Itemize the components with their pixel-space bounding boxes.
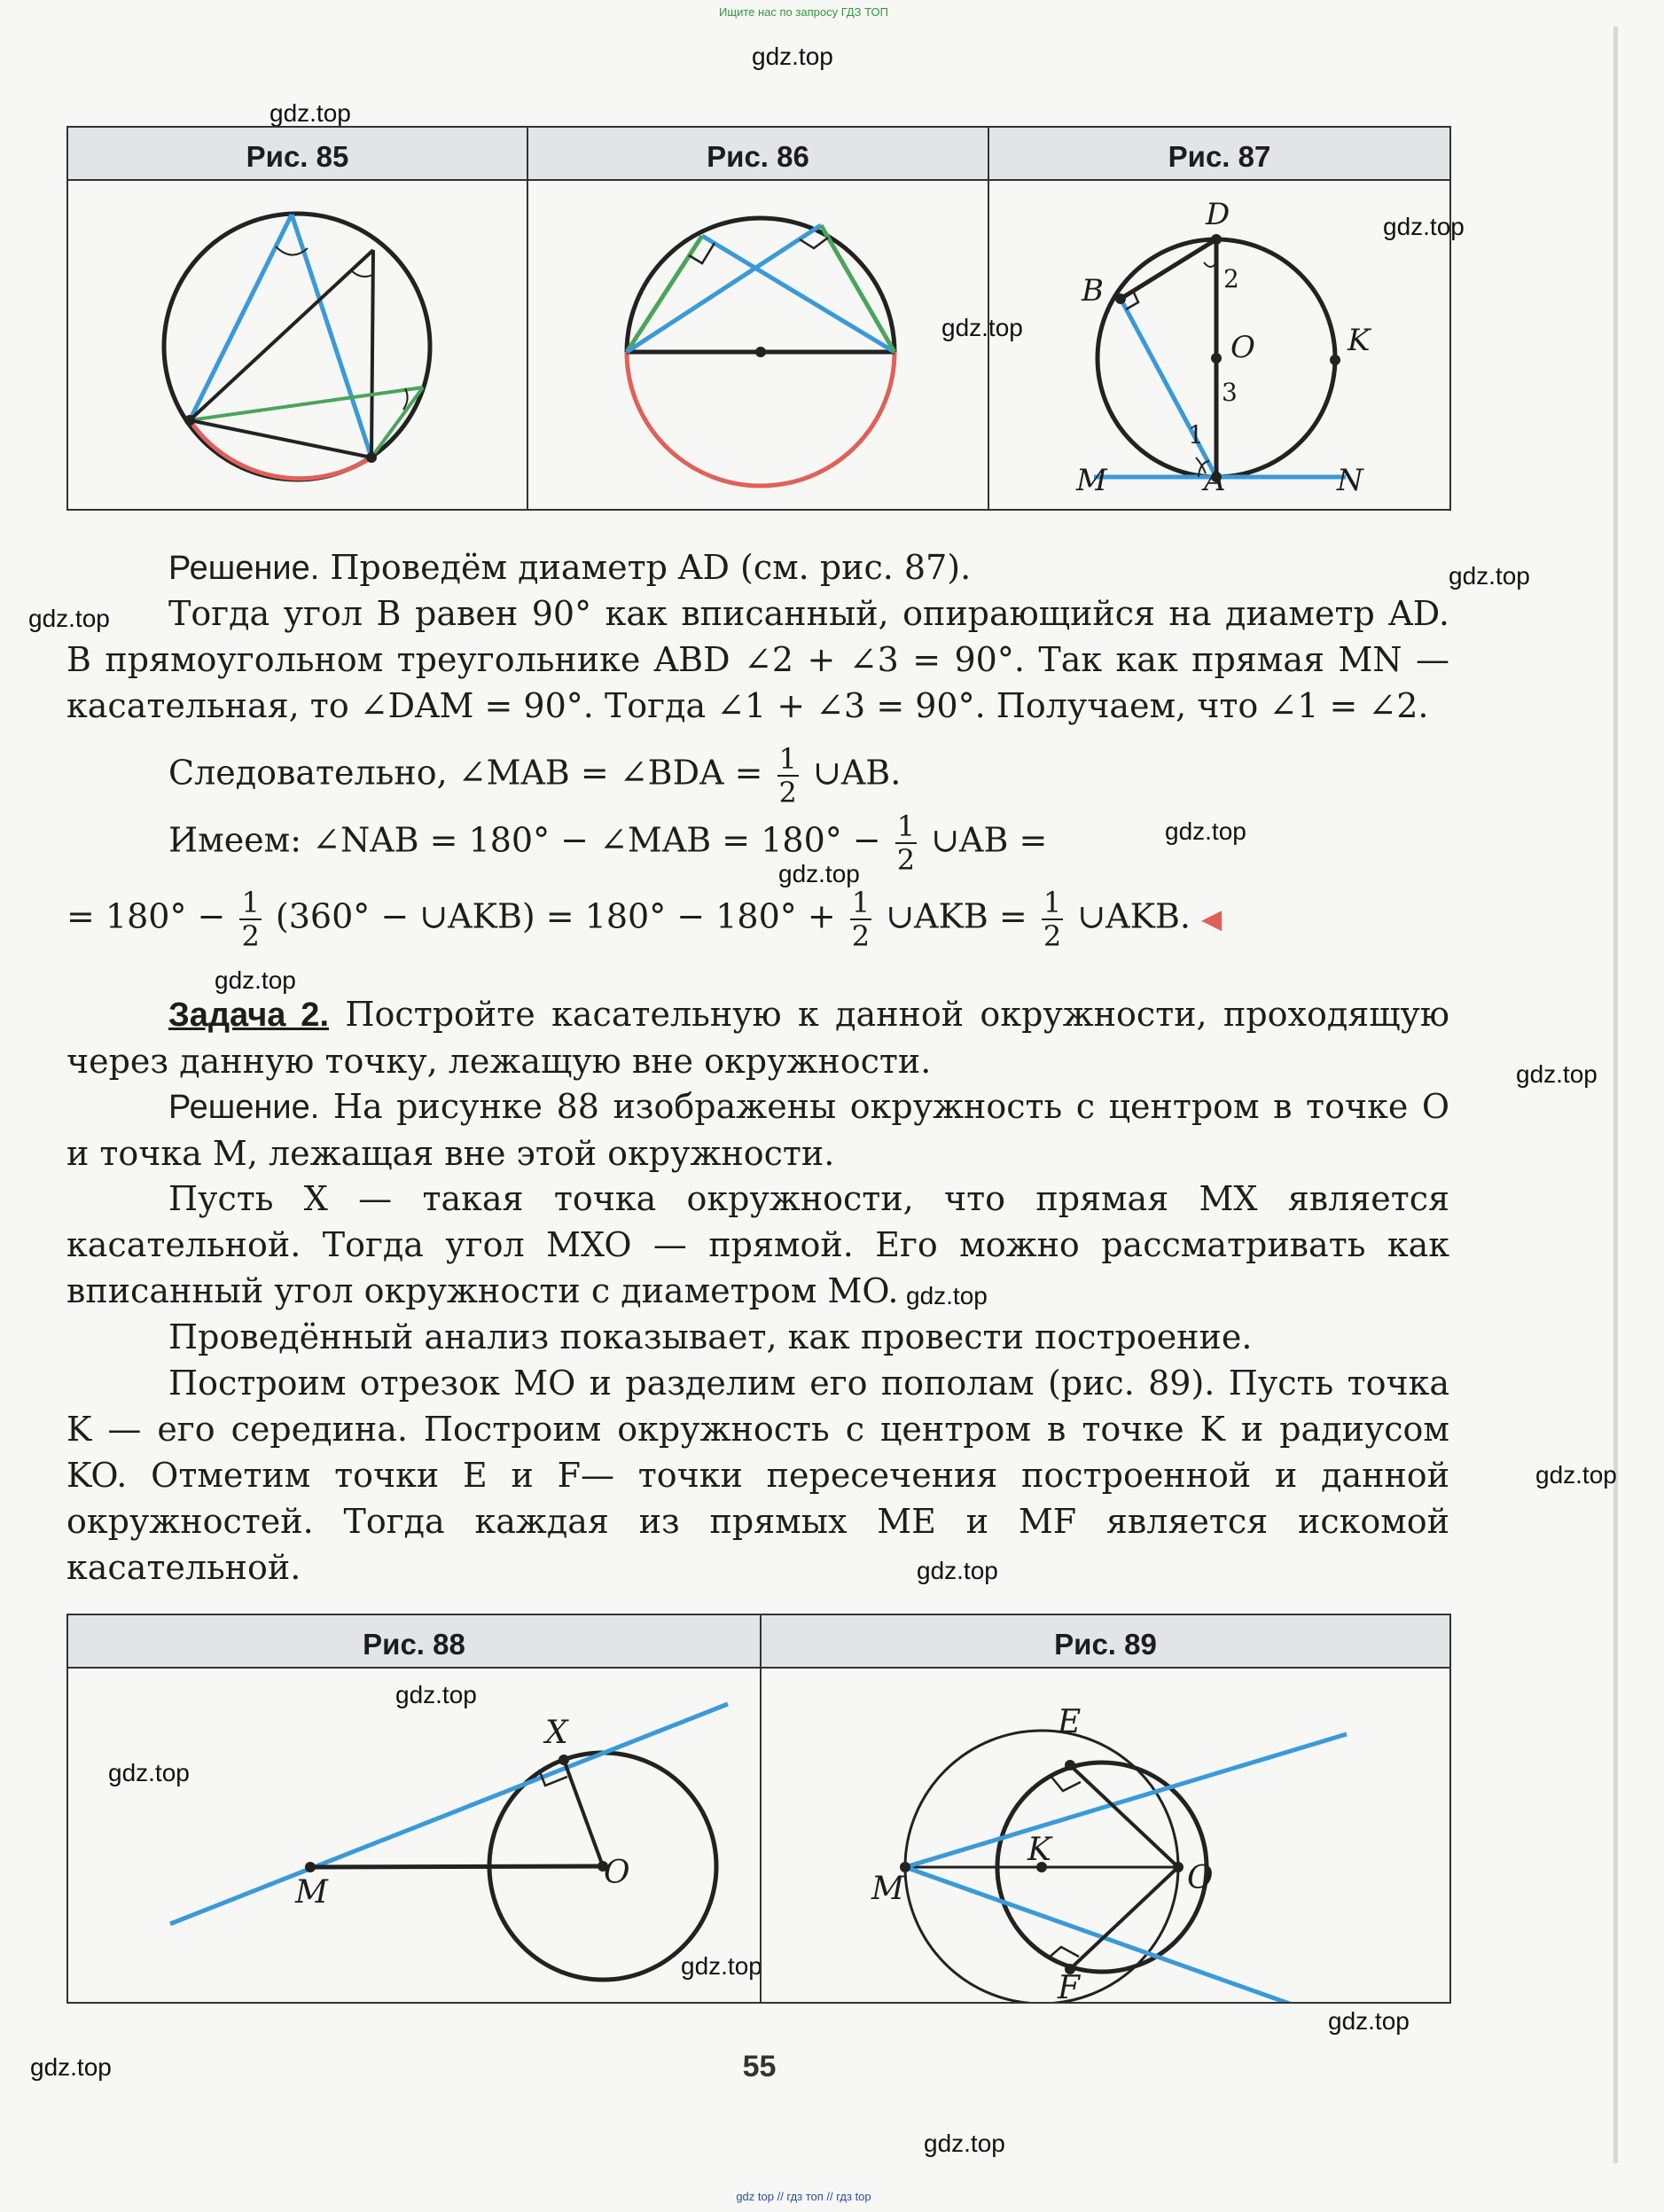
figure-85	[68, 128, 528, 509]
segment-MO	[310, 1866, 603, 1867]
label-X: X	[545, 1715, 568, 1751]
solution-1-line	[66, 544, 1449, 591]
fraction-half: $\frac{1}{2}$	[778, 742, 797, 809]
fraction-half: $\frac{1}{2}$	[851, 886, 871, 953]
formula-text: ∪AKB =	[886, 896, 1027, 936]
chord-green	[371, 387, 423, 457]
bottom-note: gdz top // гдз топ // гдз top	[736, 2190, 871, 2203]
figure-85-drawing	[68, 181, 527, 509]
tangent-ME	[905, 1734, 1347, 1867]
task-2-paragraph-5: Построим отрезок MO и разделим его пополам (рис. 89). Пусть точка K — его середина. Построим окружность с центром в точке K и радиусом KO. Отметим точки E и F— точки пересечения построенной и данной окружностей. Тогда каждая из прямых ME и MF является искомой касательной.	[66, 1364, 1449, 1587]
right-angle-mark	[800, 238, 828, 248]
highlighted-arc	[190, 420, 371, 479]
label-F: F	[1058, 1970, 1080, 2006]
watermark: gdz.top	[1165, 817, 1246, 845]
chord-green	[190, 387, 423, 420]
figure-86-drawing	[528, 181, 988, 509]
page-spine-shadow	[1613, 27, 1618, 2163]
chord-blue	[702, 236, 894, 352]
label-K: K	[1027, 1832, 1051, 1868]
watermark: gdz.top	[752, 43, 833, 70]
label-E: E	[1058, 1704, 1082, 1740]
watermark: gdz.top	[215, 966, 296, 994]
formula-text: Имеем: ∠NAB = 180° − ∠MAB = 180° −	[168, 820, 881, 860]
figures-table-top	[66, 126, 1451, 511]
page-number: 55	[742, 2050, 777, 2083]
radius-OX	[564, 1760, 603, 1866]
right-angle-mark	[1051, 1776, 1081, 1791]
point	[366, 452, 377, 463]
solution-1-paragraph: Тогда угол B равен 90° как вписанный, опирающийся на диаметр AD. В прямоугольном треугольнике ABD ∠2 + ∠3 = 90°. Так как прямая MN — касательная, то ∠DAM = 90°. Тогда ∠1 + ∠3 = 90°. Получаем, что ∠1 = ∠2.	[66, 594, 1449, 725]
formula-text: = 180° −	[66, 896, 226, 936]
point-O	[1173, 1862, 1184, 1872]
watermark: gdz.top	[270, 99, 351, 127]
label-O: O	[1187, 1860, 1214, 1896]
formula-text: ∪AB =	[931, 820, 1048, 860]
watermark: gdz.top	[1516, 1060, 1598, 1088]
watermark: gdz.top	[778, 860, 860, 887]
watermark: gdz.top	[924, 2130, 1005, 2157]
figure-87	[989, 128, 1449, 509]
label-M: M	[295, 1874, 328, 1911]
figure-caption: Рис. 89	[1054, 1628, 1157, 1661]
formula-3	[66, 887, 1222, 952]
task-2-solution	[66, 1083, 1449, 1176]
task-2-statement	[66, 991, 1449, 1084]
formula-1	[168, 743, 901, 809]
angle-2-label: 2	[1223, 264, 1239, 293]
end-of-solution-icon: ◀	[1201, 903, 1223, 935]
figure-89	[762, 1615, 1449, 2006]
figure-86	[528, 128, 989, 509]
center-point	[755, 347, 766, 357]
point-E	[1065, 1760, 1075, 1770]
formula-2	[168, 810, 1047, 876]
watermark: gdz.top	[1535, 1461, 1617, 1489]
task-label: Задача 2.	[168, 997, 330, 1034]
chord-blue	[190, 215, 292, 420]
label-D: D	[1206, 197, 1230, 232]
figures-table-bottom	[66, 1614, 1451, 2004]
figure-caption: Рис. 86	[707, 140, 809, 173]
watermark: gdz.top	[941, 314, 1023, 341]
point-D	[1211, 234, 1222, 245]
solution-text: На рисунке 88 изображены окружность с центром в точке O и точка M, лежащая вне этой окружности.	[66, 1087, 1449, 1173]
label-N: N	[1337, 463, 1363, 498]
point-M	[305, 1862, 316, 1872]
chord-green	[821, 225, 894, 352]
solution-label: Решение.	[168, 1089, 320, 1126]
watermark: gdz.top	[681, 1952, 762, 1980]
formula-text: ∪AKB.	[1077, 896, 1191, 936]
watermark: gdz.top	[108, 1759, 190, 1786]
figure-88-drawing	[68, 1669, 760, 2002]
fraction-half: $\frac{1}{2}$	[241, 886, 260, 953]
watermark: gdz.top	[1449, 562, 1530, 590]
figure-caption: Рис. 85	[246, 140, 349, 173]
fraction-half: $\frac{1}{2}$	[1043, 886, 1062, 953]
solution-label: Решение.	[168, 550, 320, 587]
semicircle-bottom	[627, 352, 894, 486]
solution-text: Проведём диаметр AD (см. рис. 87).	[319, 548, 972, 587]
right-angle-mark	[1048, 1947, 1079, 1958]
label-O: O	[1230, 330, 1255, 365]
fraction-half: $\frac{1}{2}$	[896, 809, 916, 877]
task-2-paragraph-3: Пусть X — такая точка окружности, что прямая MX является касательной. Тогда угол MXO — прямой. Его можно рассматривать как вписанный угол окружности с диаметром MO.	[66, 1179, 1449, 1310]
angle-3-label: 3	[1222, 378, 1238, 407]
point-B	[1115, 293, 1126, 304]
label-M: M	[1076, 463, 1107, 498]
watermark: gdz.top	[395, 1681, 477, 1708]
watermark: gdz.top	[28, 605, 110, 632]
formula-text: (360° − ∪AKB) = 180° − 180° +	[275, 896, 836, 936]
point	[184, 415, 195, 426]
chord-black	[371, 250, 373, 457]
label-B: B	[1082, 273, 1104, 309]
label-M: M	[871, 1871, 904, 1907]
figure-88	[68, 1615, 762, 2002]
watermark: gdz.top	[1383, 213, 1465, 240]
tangent-MF	[905, 1867, 1394, 2002]
point-O	[1211, 353, 1222, 363]
label-O: O	[604, 1855, 630, 1891]
chord-black	[190, 250, 373, 420]
top-search-note: Ищите нас по запросу ГДЗ ТОП	[719, 5, 888, 19]
angle-1-label: 1	[1188, 420, 1204, 449]
chord-AB	[1121, 299, 1216, 477]
watermark: gdz.top	[1328, 2007, 1410, 2035]
label-K: K	[1348, 323, 1371, 358]
task-2-paragraph-4: Проведённый анализ показывает, как провести построение.	[168, 1317, 1253, 1356]
point-X	[559, 1755, 569, 1765]
label-A: A	[1204, 463, 1226, 498]
point-K	[1330, 355, 1340, 365]
watermark: gdz.top	[906, 1282, 988, 1309]
task-text: Постройте касательную к данной окружности, проходящую через данную точку, лежащую вне окружности.	[66, 995, 1449, 1081]
figure-caption: Рис. 87	[1168, 140, 1271, 173]
figure-caption: Рис. 88	[363, 1628, 465, 1661]
figure-89-drawing	[762, 1669, 1448, 2002]
formula-text: ∪AB.	[812, 753, 902, 793]
formula-text: Следовательно, ∠MAB = ∠BDA =	[168, 753, 763, 793]
watermark: gdz.top	[30, 2053, 112, 2081]
tangent-line	[170, 1704, 728, 1924]
watermark: gdz.top	[917, 1557, 998, 1584]
